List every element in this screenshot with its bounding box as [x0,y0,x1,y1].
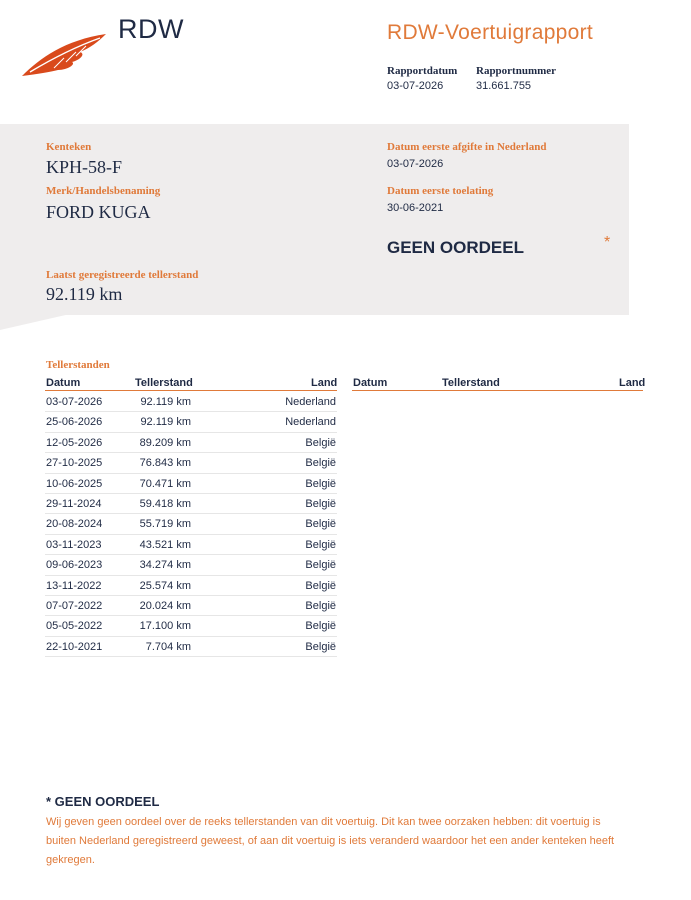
row-date: 09-06-2023 [46,559,103,572]
row-country: Nederland [285,396,336,408]
verdict-asterisk: * [604,234,611,251]
col-header-country-2: Land [619,377,646,389]
row-country: België [305,457,336,470]
report-title: RDW-Voertuigrapport [387,21,594,44]
row-date: 22-10-2021 [46,640,103,653]
table-row [45,576,337,596]
last-odometer-label: Laatst geregistreerde tellerstand [46,269,199,281]
rdw-feather-logo-icon [20,28,110,80]
row-reading: 20.024 km [139,599,191,612]
row-reading: 25.574 km [139,579,191,592]
row-country: België [305,620,336,633]
row-country: België [305,559,336,572]
table-row [45,514,337,534]
last-odometer-value: 92.119 km [46,284,123,304]
odometer-section-title: Tellerstanden [46,359,110,371]
row-reading: 55.719 km [139,518,191,531]
row-country: België [305,436,336,449]
row-country: België [305,599,336,612]
table-row [45,474,337,494]
row-date: 27-10-2025 [46,457,103,470]
table-row [45,637,337,657]
row-date: 03-07-2026 [46,396,103,408]
report-number: 31.661.755 [476,80,532,92]
table-header-rule [45,390,337,391]
plate-label: Kenteken [46,141,92,153]
table-row [45,392,337,412]
plate-value: KPH-58-F [46,157,123,177]
table-row [45,412,337,432]
make-label: Merk/Handelsbenaming [46,185,161,197]
row-date: 03-11-2023 [46,538,102,551]
verdict-text: GEEN OORDEEL [387,238,524,257]
table-header-rule-2 [352,390,643,391]
row-reading: 89.209 km [139,436,191,449]
row-country: België [305,538,336,551]
row-reading: 76.843 km [139,457,191,470]
row-country: België [305,579,336,592]
row-date: 05-05-2022 [46,620,103,633]
row-reading: 92.119 km [140,416,191,429]
table-row [45,494,337,514]
table-row [45,453,337,473]
row-date: 13-11-2022 [46,579,102,592]
first-admission-value: 30-06-2021 [387,202,444,214]
col-header-reading: Tellerstand [135,377,193,389]
row-country: Nederland [285,416,336,429]
row-date: 10-06-2025 [46,477,103,490]
table-row [45,535,337,555]
col-header-reading-2: Tellerstand [442,377,500,389]
table-row [45,433,337,453]
row-reading: 43.521 km [139,538,191,551]
row-country: België [305,497,336,510]
row-reading: 92.119 km [140,396,191,408]
col-header-date-2: Datum [353,377,388,389]
panel-tab-decoration [0,314,70,330]
row-reading: 59.418 km [139,497,191,510]
row-date: 29-11-2024 [46,497,102,510]
row-reading: 34.274 km [139,559,191,572]
report-number-label: Rapportnummer [476,65,557,77]
first-admission-label: Datum eerste toelating [387,185,494,197]
row-country: België [305,477,336,490]
report-date: 03-07-2026 [387,80,444,92]
col-header-country: Land [311,377,338,389]
report-date-label: Rapportdatum [387,65,458,77]
first-nl-label: Datum eerste afgifte in Nederland [387,141,547,153]
row-date: 20-08-2024 [46,518,103,531]
row-date: 12-05-2026 [46,436,103,449]
row-reading: 70.471 km [139,477,191,490]
make-value: FORD KUGA [46,202,151,222]
row-reading: 17.100 km [139,620,191,633]
table-row [45,596,337,616]
odometer-table [45,392,337,657]
first-nl-value: 03-07-2026 [387,158,444,170]
table-row [45,555,337,575]
col-header-date: Datum [46,377,81,389]
row-date: 25-06-2026 [46,416,103,429]
row-reading: 7.704 km [145,640,191,653]
logo-text: RDW [118,14,184,44]
footnote-text: Wij geven geen oordeel over de reeks tellerstanden van dit voertuig. Dit kan twee oorzaken hebben: dit voertuig is buiten Nederland geregistreerd geweest, of aan dit voertuig is iets veranderd waardoor het een ander kenteken heeft gekregen. [46,816,615,866]
table-row [45,616,337,636]
row-date: 07-07-2022 [46,599,103,612]
row-country: België [305,640,336,653]
row-country: België [305,518,336,531]
footnote-title: * GEEN OORDEEL [46,794,160,809]
